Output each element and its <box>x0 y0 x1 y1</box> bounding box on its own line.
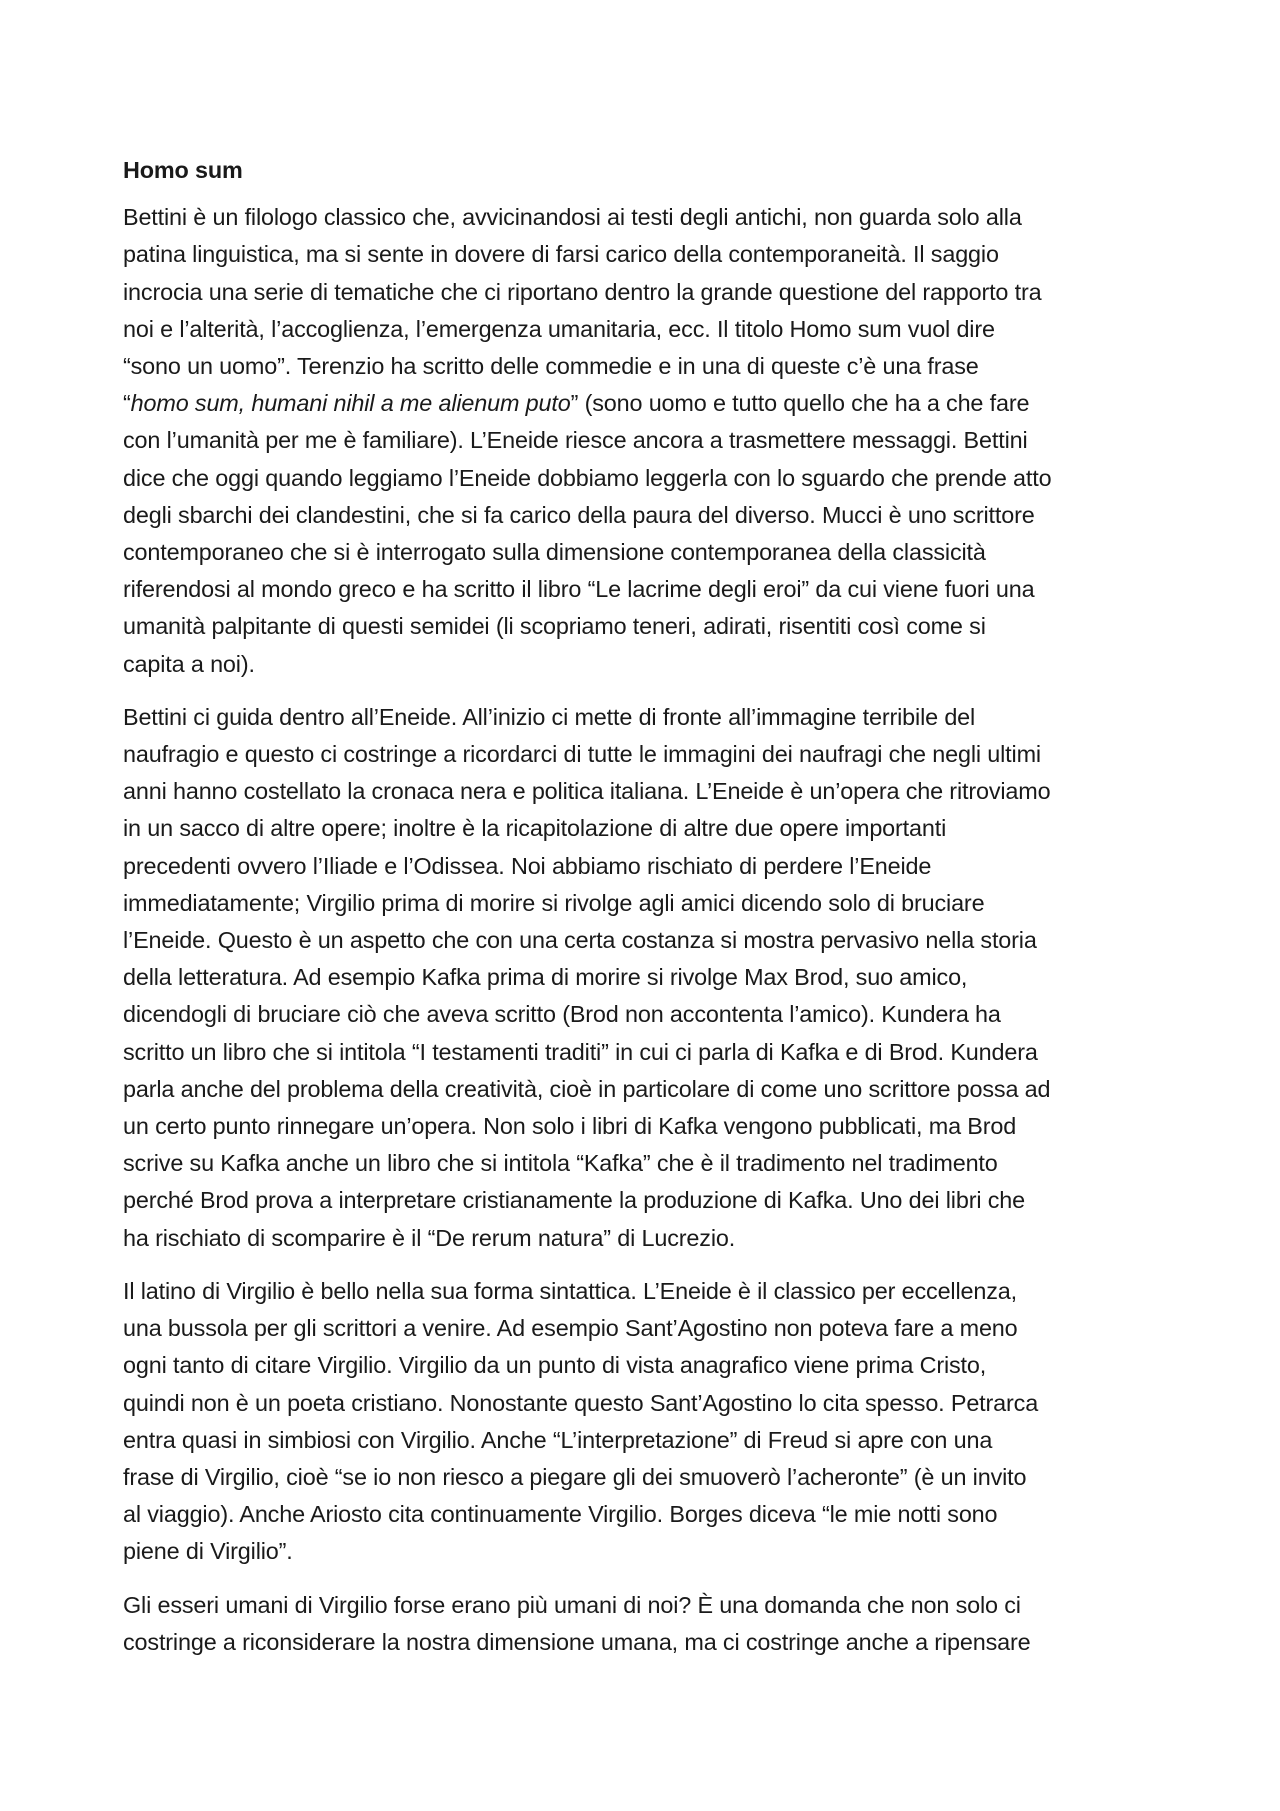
text-line: incrocia una serie di tematiche che ci riportano dentro la grande questione del rapporto tra <box>123 278 1042 305</box>
text-line: ogni tanto di citare Virgilio. Virgilio da un punto di vista anagrafico viene prima Cristo, <box>123 1352 987 1379</box>
latin-quote: homo sum, humani nihil a me alienum puto <box>130 390 571 417</box>
text-line: precedenti ovvero l’Iliade e l’Odissea. Noi abbiamo rischiato di perdere l’Eneide <box>123 852 932 879</box>
text-line: un certo punto rinnegare un’opera. Non solo i libri di Kafka vengono pubblicati, ma Brod <box>123 1113 1017 1140</box>
paragraph-1 <box>123 199 1168 683</box>
text-line: Il latino di Virgilio è bello nella sua forma sintattica. L’Eneide è il classico per eccellenza, <box>123 1277 1017 1304</box>
text-line: patina linguistica, ma si sente in dovere di farsi carico della contemporaneità. Il saggio <box>123 241 999 268</box>
text-line: l’Eneide. Questo è un aspetto che con una certa costanza si mostra pervasivo nella storia <box>123 927 1037 954</box>
text-line: capita a noi). <box>123 650 255 677</box>
text-line: degli sbarchi dei clandestini, che si fa carico della paura del diverso. Mucci è uno scrittore <box>123 501 1035 528</box>
text-line: ha rischiato di scomparire è il “De rerum natura” di Lucrezio. <box>123 1224 736 1251</box>
text-line: anni hanno costellato la cronaca nera e politica italiana. L’Eneide è un’opera che ritroviamo <box>123 778 1051 805</box>
text-line: perché Brod prova a interpretare cristianamente la produzione di Kafka. Uno dei libri che <box>123 1187 1025 1214</box>
quote-open: “ <box>123 390 131 417</box>
text-line: noi e l’alterità, l’accoglienza, l’emergenza umanitaria, ecc. Il titolo Homo sum vuol dire <box>123 315 995 342</box>
text-line: immediatamente; Virgilio prima di morire si rivolge agli amici dicendo solo di bruciare <box>123 889 985 916</box>
text-line: Bettini è un filologo classico che, avvicinandosi ai testi degli antichi, non guarda solo alla <box>123 204 1022 231</box>
paragraph-4 <box>123 1587 1168 1661</box>
text-line: una bussola per gli scrittori a venire. Ad esempio Sant’Agostino non poteva fare a meno <box>123 1315 1018 1342</box>
text-line: in un sacco di altre opere; inoltre è la ricapitolazione di altre due opere importanti <box>123 815 947 842</box>
text-line: costringe a riconsiderare la nostra dimensione umana, ma ci costringe anche a ripensare <box>123 1628 1031 1655</box>
text-line: contemporaneo che si è interrogato sulla dimensione contemporanea della classicità <box>123 539 986 566</box>
text-line: scrive su Kafka anche un libro che si intitola “Kafka” che è il tradimento nel tradimento <box>123 1150 998 1177</box>
paragraph-3 <box>123 1273 1168 1571</box>
document-page <box>123 152 1168 1677</box>
text-line: al viaggio). Anche Ariosto cita continuamente Virgilio. Borges diceva “le mie notti sono <box>123 1501 998 1528</box>
text-line: naufragio e questo ci costringe a ricordarci di tutte le immagini dei naufragi che negli ultimi <box>123 741 1041 768</box>
quote-rest: ” (sono uomo e tutto quello che ha a che fare <box>570 390 1030 417</box>
text-line: umanità palpitante di questi semidei (li scopriamo teneri, adirati, risentiti così come si <box>123 613 986 640</box>
document-title: Homo sum <box>123 157 243 183</box>
text-line: dicendogli di bruciare ciò che aveva scritto (Brod non accontenta l’amico). Kundera ha <box>123 1001 1001 1028</box>
paragraph-2 <box>123 699 1168 1257</box>
text-line: “sono un uomo”. Terenzio ha scritto delle commedie e in una di queste c’è una frase <box>123 353 979 380</box>
text-line: dice che oggi quando leggiamo l’Eneide dobbiamo leggerla con lo sguardo che prende atto <box>123 464 1052 491</box>
text-line: parla anche del problema della creatività, cioè in particolare di come uno scrittore possa ad <box>123 1075 1051 1102</box>
text-line-quote <box>123 385 1168 422</box>
text-line: Gli esseri umani di Virgilio forse erano più umani di noi? È una domanda che non solo ci <box>123 1591 1021 1618</box>
text-line: riferendosi al mondo greco e ha scritto il libro “Le lacrime degli eroi” da cui viene fuori una <box>123 576 1035 603</box>
text-line: entra quasi in simbiosi con Virgilio. Anche “L’interpretazione” di Freud si apre con una <box>123 1426 993 1453</box>
text-line: scritto un libro che si intitola “I testamenti traditi” in cui ci parla di Kafka e di Brod. Kundera <box>123 1038 1038 1065</box>
text-line: con l’umanità per me è familiare). L’Eneide riesce ancora a trasmettere messaggi. Bettini <box>123 427 1028 454</box>
text-line: della letteratura. Ad esempio Kafka prima di morire si rivolge Max Brod, suo amico, <box>123 964 968 991</box>
text-line: Bettini ci guida dentro all’Eneide. All’inizio ci mette di fronte all’immagine terribile del <box>123 703 976 730</box>
text-line: piene di Virgilio”. <box>123 1538 293 1565</box>
text-line: quindi non è un poeta cristiano. Nonostante questo Sant’Agostino lo cita spesso. Petrarca <box>123 1389 1039 1416</box>
text-line: frase di Virgilio, cioè “se io non riesco a piegare gli dei smuoverò l’acheronte” (è un invito <box>123 1463 1027 1490</box>
